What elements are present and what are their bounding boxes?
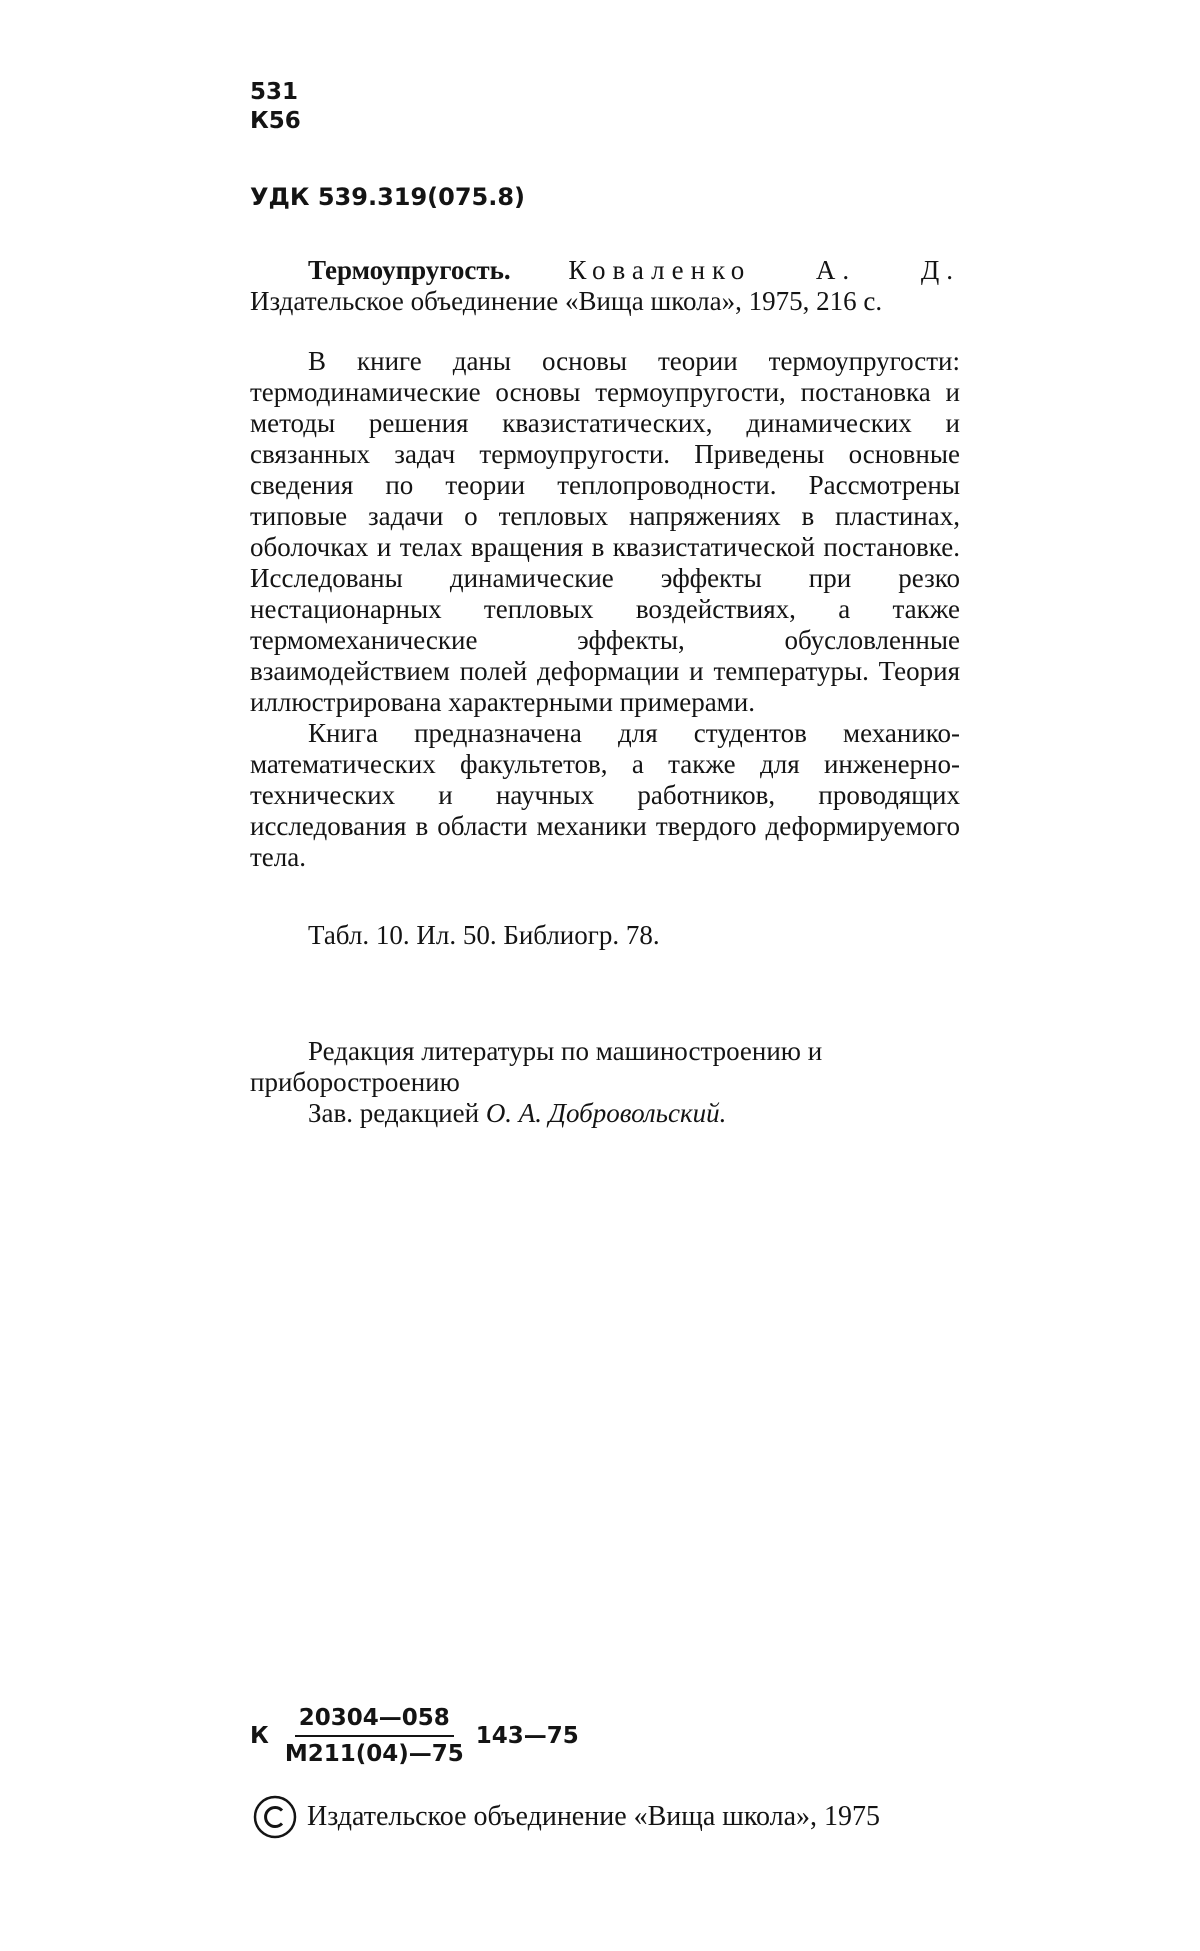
- editorial-head-label: Зав. редакцией: [308, 1098, 480, 1128]
- annotation-paragraph-2: Книга предназначена для студентов механико-математических факультетов, а также для инженерно-технических и научных работников, проводящих исследования в области механики твердого деформируемого тела.: [250, 718, 960, 872]
- publisher-info: Издательское объединение «Вища школа», 1975, 216 с.: [250, 286, 883, 316]
- cipher-numerator: 20304—058: [295, 1705, 454, 1737]
- bbk-line-1: 531: [250, 79, 299, 105]
- copyright-line: [253, 1795, 880, 1839]
- book-stats: Табл. 10. Ил. 50. Библиогр. 78.: [308, 920, 660, 950]
- publication-cipher: [250, 1705, 579, 1767]
- bbk-index: [250, 78, 301, 136]
- annotation: [250, 346, 960, 873]
- copyright-text: Издательское объединение «Вища школа», 1975: [307, 1801, 881, 1832]
- editorial-head: [250, 1098, 960, 1129]
- cipher-suffix: 143—75: [475, 1723, 579, 1749]
- book-author: Коваленко А. Д.: [568, 255, 960, 285]
- copyright-icon: [253, 1795, 297, 1839]
- udk-code: УДК 539.319(075.8): [250, 183, 526, 211]
- cipher-fraction: [281, 1705, 468, 1767]
- cipher-denominator: М211(04)—75: [284, 1741, 464, 1767]
- annotation-paragraph-1: В книге даны основы теории термоупругости: термодинамические основы термоупругости, постановка и методы решения квазистатических, динамических и связанных задач термоупругости. Приведены основные сведения по теории теплопроводности. Рассмотрены типовые задачи о тепловых напряжениях в пластинах, оболочках и телах вращения в квазистатической постановке. Исследованы динамические эффекты при резко нестационарных тепловых воздействиях, а также термомеханические эффекты, обусловленные взаимодействием полей деформации и температуры. Теория иллюстрирована характерными примерами.: [250, 346, 960, 717]
- editorial-info: [250, 1036, 960, 1129]
- cipher-prefix: К: [250, 1723, 269, 1749]
- editorial-department: Редакция литературы по машиностроению и приборостроению: [250, 1036, 823, 1097]
- book-title: Термоупругость.: [308, 255, 511, 285]
- bibliographic-record: [250, 255, 960, 317]
- editorial-head-name: О. А. Добровольский.: [485, 1098, 727, 1128]
- bbk-line-2: К56: [250, 108, 301, 134]
